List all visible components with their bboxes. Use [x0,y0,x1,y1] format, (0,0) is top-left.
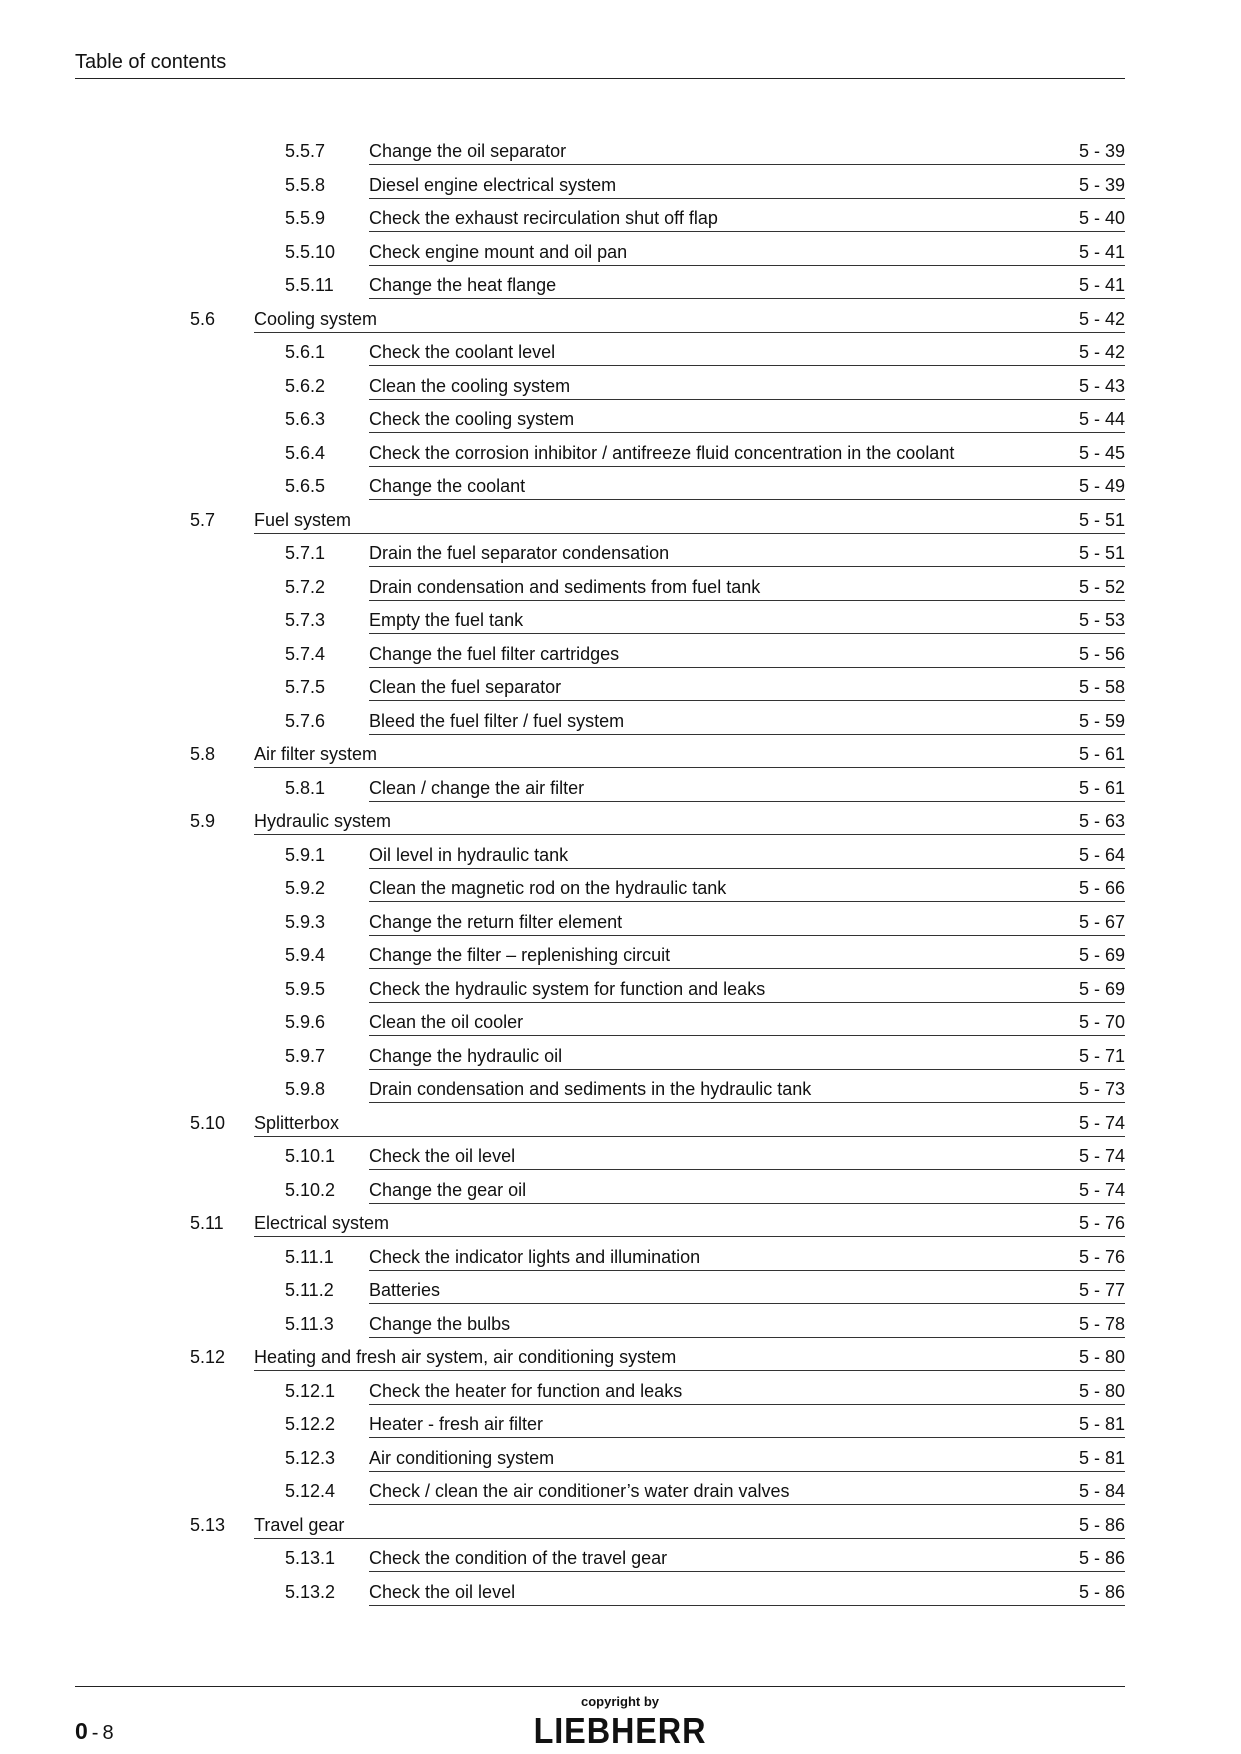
toc-entry-page: 5 - 64 [1078,844,1125,865]
toc-subsection-entry[interactable] [0,1178,1241,1212]
toc-entry-page: 5 - 42 [1078,308,1125,329]
toc-entry-page: 5 - 42 [1078,342,1125,362]
page-header-title: Table of contents [75,51,227,73]
toc-entry-number: 5.9.2 [285,878,326,898]
toc-entry-page: 5 - 66 [1078,878,1125,898]
toc-subsection-entry[interactable] [0,1580,1241,1614]
toc-entry-underline [369,1337,1125,1338]
toc-entry-underline [369,399,1125,400]
toc-subsection-entry[interactable] [0,608,1241,642]
toc-entry-page: 5 - 86 [1078,1514,1125,1535]
toc-entry-title: Drain condensation and sediments from fuel tank [369,576,761,597]
toc-entry-number: 5.5.11 [285,275,334,295]
toc-entry-page: 5 - 56 [1078,643,1125,664]
toc-subsection-entry[interactable] [0,173,1241,207]
toc-subsection-entry[interactable] [0,1546,1241,1580]
toc-subsection-entry[interactable] [0,1446,1241,1480]
toc-subsection-entry[interactable] [0,876,1241,910]
toc-entry-number: 5.10.1 [285,1146,336,1166]
toc-entry-underline [369,231,1125,232]
toc-entry-page: 5 - 61 [1078,777,1125,798]
toc-entry-number: 5.5.8 [285,174,326,195]
toc-entry-title: Check the heater for function and leaks [369,1380,683,1401]
toc-entry-number: 5.12.2 [285,1414,336,1434]
toc-entry-page: 5 - 51 [1078,543,1125,563]
toc-entry-underline [369,1437,1125,1438]
toc-subsection-entry[interactable] [0,441,1241,475]
toc-entry-underline [369,1102,1125,1103]
toc-entry-underline [254,533,1125,534]
toc-entry-underline [369,935,1125,936]
toc-entry-page: 5 - 44 [1078,409,1125,429]
toc-entry-number: 5.7.2 [285,576,326,597]
toc-entry-underline [254,767,1125,768]
toc-entry-underline [369,600,1125,601]
toc-entry-number: 5.6.3 [285,409,326,429]
toc-section-entry[interactable] [0,1513,1241,1547]
toc-subsection-entry[interactable] [0,1312,1241,1346]
toc-entry-page: 5 - 74 [1078,1112,1125,1133]
toc-entry-page: 5 - 69 [1078,945,1125,965]
toc-entry-title: Check the hydraulic system for function and leaks [369,978,766,999]
liebherr-logo: LIEBHERR [533,1710,707,1751]
toc-subsection-entry[interactable] [0,1044,1241,1078]
toc-entry-number: 5.9.6 [285,1012,326,1032]
toc-subsection-entry[interactable] [0,1144,1241,1178]
toc-subsection-entry[interactable] [0,1077,1241,1111]
toc-entry-underline [254,1136,1125,1137]
toc-entry-title: Splitterbox [254,1112,340,1133]
footer-page-index: 8 [102,1722,114,1744]
toc-entry-title: Drain the fuel separator condensation [369,543,670,563]
toc-entry-page: 5 - 73 [1078,1079,1125,1099]
toc-entry-title: Cooling system [254,308,378,329]
toc-entry-underline [369,164,1125,165]
toc-entry-underline [369,365,1125,366]
toc-subsection-entry[interactable] [0,1412,1241,1446]
toc-entry-underline [369,566,1125,567]
toc-entry-number: 5.7.5 [285,677,326,697]
toc-entry-title: Clean the fuel separator [369,677,562,697]
toc-subsection-entry[interactable] [0,843,1241,877]
toc-subsection-entry[interactable] [0,1278,1241,1312]
toc-entry-number: 5.7.4 [285,643,326,664]
toc-entry-title: Diesel engine electrical system [369,174,617,195]
toc-entry-title: Heater - fresh air filter [369,1414,544,1434]
toc-entry-page: 5 - 58 [1078,677,1125,697]
toc-subsection-entry[interactable] [0,206,1241,240]
footer-copyright: copyright by [580,1694,659,1709]
toc-entry-page: 5 - 80 [1078,1380,1125,1401]
toc-subsection-entry[interactable] [0,575,1241,609]
toc-entry-underline [369,1404,1125,1405]
toc-entry-number: 5.8 [190,744,216,764]
toc-entry-underline [369,298,1125,299]
toc-entry-page: 5 - 81 [1078,1414,1125,1434]
toc-entry-page: 5 - 41 [1078,275,1125,295]
toc-entry-page: 5 - 70 [1078,1012,1125,1032]
toc-entry-number: 5.9.4 [285,945,326,965]
toc-entry-title: Change the filter – replenishing circuit [369,945,671,965]
toc-entry-page: 5 - 45 [1078,442,1125,463]
toc-entry-underline [369,868,1125,869]
toc-entry-page: 5 - 49 [1078,476,1125,496]
toc-entry-number: 5.10.2 [285,1179,336,1200]
toc-entry-underline [369,265,1125,266]
toc-entry-title: Check the corrosion inhibitor / antifreeze fluid concentration in the coolant [369,442,955,463]
toc-subsection-entry[interactable] [0,273,1241,307]
toc-entry-page: 5 - 40 [1078,208,1125,228]
toc-entry-number: 5.9.5 [285,978,326,999]
toc-entry-page: 5 - 61 [1078,744,1125,764]
toc-entry-title: Change the fuel filter cartridges [369,643,620,664]
toc-entry-title: Check the oil level [369,1581,516,1602]
toc-entry-number: 5.7 [190,509,216,530]
toc-entry-underline [369,466,1125,467]
toc-entry-underline [369,700,1125,701]
toc-entry-underline [369,1035,1125,1036]
toc-entry-title: Change the bulbs [369,1313,511,1334]
footer-divider [75,1686,1125,1687]
toc-subsection-entry[interactable] [0,240,1241,274]
toc-entry-title: Travel gear [254,1514,345,1535]
toc-entry-page: 5 - 41 [1078,241,1125,262]
toc-entry-underline [369,968,1125,969]
toc-entry-page: 5 - 67 [1078,911,1125,932]
toc-entry-page: 5 - 86 [1078,1581,1125,1602]
toc-entry-number: 5.8.1 [285,777,326,798]
toc-entry-title: Change the gear oil [369,1179,527,1200]
toc-entry-title: Check the indicator lights and illumination [369,1246,701,1267]
toc-entry-title: Electrical system [254,1213,390,1233]
toc-entry-number: 5.12.4 [285,1481,336,1501]
toc-subsection-entry[interactable] [0,776,1241,810]
footer-page-number [75,1718,114,1746]
toc-entry-number: 5.10 [190,1112,226,1133]
toc-subsection-entry[interactable] [0,139,1241,173]
toc-entry-underline [369,1571,1125,1572]
footer-chapter-number: 0 [75,1718,88,1744]
toc-subsection-entry[interactable] [0,709,1241,743]
toc-entry-title: Hydraulic system [254,811,392,831]
toc-entry-title: Air conditioning system [369,1447,555,1468]
toc-entry-underline [369,901,1125,902]
toc-entry-underline [369,801,1125,802]
toc-entry-page: 5 - 52 [1078,576,1125,597]
toc-entry-underline [254,1538,1125,1539]
toc-entry-number: 5.7.1 [285,543,326,563]
footer-page-separator: - [91,1722,99,1744]
toc-entry-number: 5.11.2 [285,1280,334,1300]
toc-entry-underline [369,1069,1125,1070]
toc-entry-title: Fuel system [254,509,352,530]
toc-entry-page: 5 - 59 [1078,710,1125,731]
toc-subsection-entry[interactable] [0,541,1241,575]
toc-entry-title: Change the hydraulic oil [369,1045,563,1066]
toc-entry-number: 5.12.1 [285,1380,336,1401]
toc-entry-number: 5.13.2 [285,1581,336,1602]
toc-entry-title: Check the oil level [369,1146,516,1166]
toc-entry-page: 5 - 80 [1078,1347,1125,1367]
toc-section-entry[interactable] [0,742,1241,776]
toc-entry-underline [254,834,1125,835]
toc-entry-title: Change the oil separator [369,141,567,161]
toc-entry-page: 5 - 71 [1078,1045,1125,1066]
toc-entry-page: 5 - 74 [1078,1179,1125,1200]
toc-entry-number: 5.7.3 [285,610,326,630]
toc-entry-title: Change the coolant [369,476,526,496]
toc-section-entry[interactable] [0,1345,1241,1379]
toc-entry-underline [369,1169,1125,1170]
toc-entry-underline [369,667,1125,668]
toc-entry-underline [369,1303,1125,1304]
toc-entry-underline [369,1203,1125,1204]
toc-entry-underline [369,734,1125,735]
toc-entry-page: 5 - 69 [1078,978,1125,999]
toc-entry-number: 5.11 [190,1213,224,1233]
toc-entry-underline [369,1471,1125,1472]
toc-entry-title: Clean the cooling system [369,375,571,396]
toc-subsection-entry[interactable] [0,977,1241,1011]
toc-entry-number: 5.6.2 [285,375,326,396]
toc-entry-number: 5.6.4 [285,442,326,463]
toc-entry-title: Check / clean the air conditioner’s water drain valves [369,1481,790,1501]
toc-entry-title: Drain condensation and sediments in the hydraulic tank [369,1079,812,1099]
toc-entry-title: Bleed the fuel filter / fuel system [369,710,625,731]
toc-entry-title: Heating and fresh air system, air conditioning system [254,1347,677,1367]
toc-entry-number: 5.9 [190,811,216,831]
toc-entry-page: 5 - 76 [1078,1246,1125,1267]
toc-entry-underline [369,1605,1125,1606]
toc-entry-page: 5 - 76 [1078,1213,1125,1233]
toc-subsection-entry[interactable] [0,340,1241,374]
toc-entry-number: 5.13 [190,1514,226,1535]
toc-entry-page: 5 - 63 [1078,811,1125,831]
toc-entry-underline [369,633,1125,634]
toc-entry-number: 5.9.1 [285,844,326,865]
toc-subsection-entry[interactable] [0,374,1241,408]
toc-subsection-entry[interactable] [0,407,1241,441]
toc-entry-number: 5.11.3 [285,1313,334,1334]
toc-section-entry[interactable] [0,1111,1241,1145]
toc-entry-page: 5 - 43 [1078,375,1125,396]
toc-entry-number: 5.6 [190,308,216,329]
toc-subsection-entry[interactable] [0,1245,1241,1279]
toc-entry-number: 5.12 [190,1347,226,1367]
toc-entry-page: 5 - 39 [1078,141,1125,161]
toc-entry-page: 5 - 77 [1078,1280,1125,1300]
toc-entry-number: 5.5.10 [285,241,336,262]
toc-subsection-entry[interactable] [0,642,1241,676]
toc-entry-title: Empty the fuel tank [369,610,524,630]
toc-section-entry[interactable] [0,508,1241,542]
toc-entry-page: 5 - 78 [1078,1313,1125,1334]
toc-entry-title: Check the coolant level [369,342,556,362]
toc-entry-underline [254,1370,1125,1371]
toc-entry-underline [369,499,1125,500]
toc-entry-page: 5 - 74 [1078,1146,1125,1166]
toc-subsection-entry[interactable] [0,1010,1241,1044]
toc-subsection-entry[interactable] [0,474,1241,508]
toc-entry-number: 5.5.9 [285,208,326,228]
toc-entry-number: 5.5.7 [285,141,326,161]
toc-entry-number: 5.12.3 [285,1447,336,1468]
toc-entry-page: 5 - 51 [1078,509,1125,530]
toc-entry-underline [254,332,1125,333]
toc-entry-number: 5.9.7 [285,1045,326,1066]
toc-subsection-entry[interactable] [0,943,1241,977]
toc-entry-underline [254,1236,1125,1237]
toc-entry-title: Check the condition of the travel gear [369,1548,668,1568]
toc-entry-number: 5.9.3 [285,911,326,932]
toc-section-entry[interactable] [0,307,1241,341]
toc-entry-title: Check engine mount and oil pan [369,241,628,262]
toc-entry-underline [369,1504,1125,1505]
toc-subsection-entry[interactable] [0,1379,1241,1413]
toc-entry-number: 5.9.8 [285,1079,326,1099]
toc-entry-underline [369,1270,1125,1271]
toc-entry-page: 5 - 53 [1078,610,1125,630]
toc-entry-underline [369,1002,1125,1003]
toc-entry-underline [369,198,1125,199]
toc-entry-title: Batteries [369,1280,441,1300]
toc-entry-title: Clean the oil cooler [369,1012,524,1032]
toc-subsection-entry[interactable] [0,1479,1241,1513]
toc-entry-page: 5 - 81 [1078,1447,1125,1468]
toc-entry-number: 5.6.1 [285,342,326,362]
toc-section-entry[interactable] [0,809,1241,843]
toc-entry-page: 5 - 84 [1078,1481,1125,1501]
toc-entry-number: 5.6.5 [285,476,326,496]
toc-subsection-entry[interactable] [0,675,1241,709]
toc-entry-underline [369,432,1125,433]
toc-entry-page: 5 - 39 [1078,174,1125,195]
toc-entry-title: Clean the magnetic rod on the hydraulic tank [369,878,727,898]
toc-entry-title: Check the cooling system [369,409,575,429]
toc-entry-title: Clean / change the air filter [369,777,585,798]
toc-entry-title: Change the return filter element [369,911,623,932]
toc-section-entry[interactable] [0,1211,1241,1245]
toc-entry-number: 5.13.1 [285,1548,336,1568]
toc-entry-page: 5 - 86 [1078,1548,1125,1568]
toc-entry-number: 5.7.6 [285,710,326,731]
toc-entry-title: Change the heat flange [369,275,557,295]
toc-entry-number: 5.11.1 [285,1246,334,1267]
toc-entry-title: Check the exhaust recirculation shut off flap [369,208,718,228]
toc-entry-title: Oil level in hydraulic tank [369,844,569,865]
toc-subsection-entry[interactable] [0,910,1241,944]
toc-entry-title: Air filter system [254,744,378,764]
